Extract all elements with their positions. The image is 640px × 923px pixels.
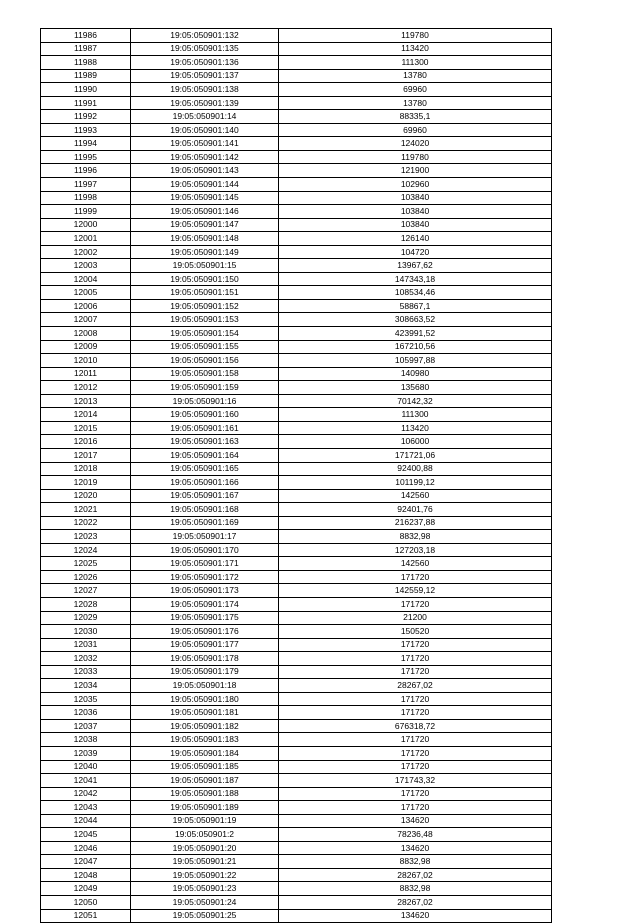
row-number-cell: 12047 (41, 855, 131, 869)
table-body (41, 29, 552, 923)
row-number-cell: 12027 (41, 584, 131, 598)
cadastral-number-cell: 19:05:050901:170 (131, 543, 279, 557)
table-row (41, 692, 552, 706)
value-cell: 171720 (279, 597, 552, 611)
cadastral-number-cell: 19:05:050901:167 (131, 489, 279, 503)
row-number-cell: 12030 (41, 625, 131, 639)
value-cell: 106000 (279, 435, 552, 449)
cadastral-number-cell: 19:05:050901:181 (131, 706, 279, 720)
table-row (41, 150, 552, 164)
value-cell: 134620 (279, 909, 552, 923)
value-cell: 113420 (279, 42, 552, 56)
cadastral-number-cell: 19:05:050901:168 (131, 503, 279, 517)
cadastral-number-cell: 19:05:050901:156 (131, 354, 279, 368)
cadastral-number-cell: 19:05:050901:165 (131, 462, 279, 476)
table-row (41, 56, 552, 70)
cadastral-number-cell: 19:05:050901:25 (131, 909, 279, 923)
value-cell: 142560 (279, 489, 552, 503)
table-row (41, 272, 552, 286)
row-number-cell: 11987 (41, 42, 131, 56)
table-row (41, 123, 552, 137)
table-row (41, 205, 552, 219)
row-number-cell: 12034 (41, 679, 131, 693)
table-row (41, 110, 552, 124)
value-cell: 308663,52 (279, 313, 552, 327)
cadastral-number-cell: 19:05:050901:160 (131, 408, 279, 422)
table-row (41, 367, 552, 381)
cadastral-number-cell: 19:05:050901:137 (131, 69, 279, 83)
cadastral-number-cell: 19:05:050901:136 (131, 56, 279, 70)
row-number-cell: 12015 (41, 421, 131, 435)
row-number-cell: 11999 (41, 205, 131, 219)
table-row (41, 394, 552, 408)
value-cell: 111300 (279, 408, 552, 422)
cadastral-number-cell: 19:05:050901:2 (131, 828, 279, 842)
cadastral-number-cell: 19:05:050901:149 (131, 245, 279, 259)
cadastral-number-cell: 19:05:050901:23 (131, 882, 279, 896)
table-row (41, 665, 552, 679)
table-row (41, 868, 552, 882)
cadastral-number-cell: 19:05:050901:153 (131, 313, 279, 327)
table-row (41, 178, 552, 192)
cadastral-number-cell: 19:05:050901:174 (131, 597, 279, 611)
value-cell: 124020 (279, 137, 552, 151)
row-number-cell: 12005 (41, 286, 131, 300)
row-number-cell: 11989 (41, 69, 131, 83)
value-cell: 142559,12 (279, 584, 552, 598)
cadastral-number-cell: 19:05:050901:144 (131, 178, 279, 192)
table-row (41, 530, 552, 544)
cadastral-number-cell: 19:05:050901:15 (131, 259, 279, 273)
row-number-cell: 12038 (41, 733, 131, 747)
cadastral-number-cell: 19:05:050901:19 (131, 814, 279, 828)
row-number-cell: 12044 (41, 814, 131, 828)
cadastral-number-cell: 19:05:050901:183 (131, 733, 279, 747)
cadastral-number-cell: 19:05:050901:145 (131, 191, 279, 205)
value-cell: 58867,1 (279, 299, 552, 313)
table-row (41, 814, 552, 828)
value-cell: 171720 (279, 801, 552, 815)
table-row (41, 96, 552, 110)
value-cell: 140980 (279, 367, 552, 381)
cadastral-number-cell: 19:05:050901:180 (131, 692, 279, 706)
value-cell: 119780 (279, 150, 552, 164)
row-number-cell: 11996 (41, 164, 131, 178)
table-row (41, 503, 552, 517)
value-cell: 104720 (279, 245, 552, 259)
row-number-cell: 12014 (41, 408, 131, 422)
value-cell: 8832,98 (279, 530, 552, 544)
cadastral-number-cell: 19:05:050901:155 (131, 340, 279, 354)
value-cell: 171720 (279, 746, 552, 760)
value-cell: 28267,02 (279, 679, 552, 693)
row-number-cell: 12035 (41, 692, 131, 706)
row-number-cell: 12028 (41, 597, 131, 611)
value-cell: 113420 (279, 421, 552, 435)
row-number-cell: 12012 (41, 381, 131, 395)
value-cell: 119780 (279, 29, 552, 43)
cadastral-number-cell: 19:05:050901:163 (131, 435, 279, 449)
row-number-cell: 12048 (41, 868, 131, 882)
value-cell: 69960 (279, 123, 552, 137)
row-number-cell: 12036 (41, 706, 131, 720)
value-cell: 13967,62 (279, 259, 552, 273)
cadastral-number-cell: 19:05:050901:147 (131, 218, 279, 232)
row-number-cell: 12010 (41, 354, 131, 368)
cadastral-number-cell: 19:05:050901:18 (131, 679, 279, 693)
cadastral-number-cell: 19:05:050901:176 (131, 625, 279, 639)
cadastral-number-cell: 19:05:050901:188 (131, 787, 279, 801)
value-cell: 135680 (279, 381, 552, 395)
value-cell: 171720 (279, 692, 552, 706)
table-row (41, 706, 552, 720)
table-row (41, 69, 552, 83)
row-number-cell: 12023 (41, 530, 131, 544)
table-row (41, 448, 552, 462)
table-row (41, 164, 552, 178)
cadastral-number-cell: 19:05:050901:171 (131, 557, 279, 571)
cadastral-number-cell: 19:05:050901:185 (131, 760, 279, 774)
value-cell: 78236,48 (279, 828, 552, 842)
value-cell: 70142,32 (279, 394, 552, 408)
table-row (41, 191, 552, 205)
table-row (41, 557, 552, 571)
value-cell: 88335,1 (279, 110, 552, 124)
table-row (41, 408, 552, 422)
value-cell: 676318,72 (279, 719, 552, 733)
row-number-cell: 12037 (41, 719, 131, 733)
table-row (41, 652, 552, 666)
table-row (41, 801, 552, 815)
row-number-cell: 12000 (41, 218, 131, 232)
row-number-cell: 12007 (41, 313, 131, 327)
table-row (41, 435, 552, 449)
cadastral-number-cell: 19:05:050901:138 (131, 83, 279, 97)
row-number-cell: 12004 (41, 272, 131, 286)
row-number-cell: 12032 (41, 652, 131, 666)
row-number-cell: 12040 (41, 760, 131, 774)
row-number-cell: 12006 (41, 299, 131, 313)
row-number-cell: 12001 (41, 232, 131, 246)
table-row (41, 354, 552, 368)
table-row (41, 638, 552, 652)
value-cell: 28267,02 (279, 868, 552, 882)
cadastral-number-cell: 19:05:050901:158 (131, 367, 279, 381)
row-number-cell: 12016 (41, 435, 131, 449)
cadastral-number-cell: 19:05:050901:22 (131, 868, 279, 882)
value-cell: 171721,06 (279, 448, 552, 462)
cadastral-number-cell: 19:05:050901:21 (131, 855, 279, 869)
cadastral-number-cell: 19:05:050901:17 (131, 530, 279, 544)
table-row (41, 232, 552, 246)
cadastral-number-cell: 19:05:050901:20 (131, 841, 279, 855)
table-row (41, 733, 552, 747)
table-row (41, 83, 552, 97)
row-number-cell: 12042 (41, 787, 131, 801)
row-number-cell: 12022 (41, 516, 131, 530)
row-number-cell: 11990 (41, 83, 131, 97)
row-number-cell: 11998 (41, 191, 131, 205)
cadastral-number-cell: 19:05:050901:140 (131, 123, 279, 137)
table-row (41, 719, 552, 733)
table-row (41, 760, 552, 774)
cadastral-number-cell: 19:05:050901:139 (131, 96, 279, 110)
row-number-cell: 12051 (41, 909, 131, 923)
table-row (41, 421, 552, 435)
value-cell: 92401,76 (279, 503, 552, 517)
table-row (41, 679, 552, 693)
row-number-cell: 12021 (41, 503, 131, 517)
table-row (41, 29, 552, 43)
value-cell: 150520 (279, 625, 552, 639)
table-row (41, 42, 552, 56)
row-number-cell: 12003 (41, 259, 131, 273)
value-cell: 171720 (279, 787, 552, 801)
table-row (41, 245, 552, 259)
value-cell: 423991,52 (279, 327, 552, 341)
cadastral-number-cell: 19:05:050901:166 (131, 476, 279, 490)
table-row (41, 570, 552, 584)
table-row (41, 286, 552, 300)
table-row (41, 381, 552, 395)
cadastral-number-cell: 19:05:050901:24 (131, 896, 279, 910)
cadastral-number-cell: 19:05:050901:182 (131, 719, 279, 733)
value-cell: 111300 (279, 56, 552, 70)
data-table (40, 28, 552, 923)
table-row (41, 774, 552, 788)
cadastral-number-cell: 19:05:050901:175 (131, 611, 279, 625)
value-cell: 142560 (279, 557, 552, 571)
value-cell: 134620 (279, 841, 552, 855)
table-row (41, 828, 552, 842)
value-cell: 101199,12 (279, 476, 552, 490)
cadastral-number-cell: 19:05:050901:146 (131, 205, 279, 219)
table-row (41, 476, 552, 490)
cadastral-number-cell: 19:05:050901:161 (131, 421, 279, 435)
value-cell: 103840 (279, 218, 552, 232)
cadastral-number-cell: 19:05:050901:179 (131, 665, 279, 679)
value-cell: 121900 (279, 164, 552, 178)
value-cell: 108534,46 (279, 286, 552, 300)
value-cell: 103840 (279, 205, 552, 219)
cadastral-number-cell: 19:05:050901:16 (131, 394, 279, 408)
value-cell: 102960 (279, 178, 552, 192)
table-row (41, 516, 552, 530)
cadastral-number-cell: 19:05:050901:177 (131, 638, 279, 652)
value-cell: 171743,32 (279, 774, 552, 788)
value-cell: 21200 (279, 611, 552, 625)
row-number-cell: 11986 (41, 29, 131, 43)
value-cell: 126140 (279, 232, 552, 246)
row-number-cell: 11995 (41, 150, 131, 164)
value-cell: 171720 (279, 638, 552, 652)
row-number-cell: 12025 (41, 557, 131, 571)
row-number-cell: 12002 (41, 245, 131, 259)
value-cell: 8832,98 (279, 882, 552, 896)
value-cell: 167210,56 (279, 340, 552, 354)
row-number-cell: 12020 (41, 489, 131, 503)
value-cell: 127203,18 (279, 543, 552, 557)
table-row (41, 543, 552, 557)
table-row (41, 625, 552, 639)
row-number-cell: 12043 (41, 801, 131, 815)
cadastral-number-cell: 19:05:050901:164 (131, 448, 279, 462)
table-row (41, 787, 552, 801)
cadastral-number-cell: 19:05:050901:154 (131, 327, 279, 341)
row-number-cell: 12019 (41, 476, 131, 490)
table-row (41, 597, 552, 611)
row-number-cell: 11994 (41, 137, 131, 151)
row-number-cell: 11993 (41, 123, 131, 137)
table-row (41, 137, 552, 151)
value-cell: 105997,88 (279, 354, 552, 368)
row-number-cell: 12033 (41, 665, 131, 679)
row-number-cell: 12026 (41, 570, 131, 584)
value-cell: 171720 (279, 652, 552, 666)
value-cell: 171720 (279, 570, 552, 584)
value-cell: 13780 (279, 96, 552, 110)
row-number-cell: 12013 (41, 394, 131, 408)
row-number-cell: 12031 (41, 638, 131, 652)
row-number-cell: 12008 (41, 327, 131, 341)
table-row (41, 855, 552, 869)
value-cell: 171720 (279, 733, 552, 747)
row-number-cell: 11992 (41, 110, 131, 124)
cadastral-number-cell: 19:05:050901:141 (131, 137, 279, 151)
row-number-cell: 11991 (41, 96, 131, 110)
row-number-cell: 12018 (41, 462, 131, 476)
cadastral-number-cell: 19:05:050901:172 (131, 570, 279, 584)
table-row (41, 340, 552, 354)
row-number-cell: 12009 (41, 340, 131, 354)
row-number-cell: 12046 (41, 841, 131, 855)
row-number-cell: 12041 (41, 774, 131, 788)
table-row (41, 896, 552, 910)
table-row (41, 882, 552, 896)
value-cell: 28267,02 (279, 896, 552, 910)
cadastral-number-cell: 19:05:050901:148 (131, 232, 279, 246)
table-row (41, 313, 552, 327)
table-row (41, 584, 552, 598)
cadastral-number-cell: 19:05:050901:151 (131, 286, 279, 300)
row-number-cell: 12011 (41, 367, 131, 381)
table-row (41, 841, 552, 855)
table-row (41, 218, 552, 232)
table-row (41, 462, 552, 476)
value-cell: 171720 (279, 706, 552, 720)
table-row (41, 299, 552, 313)
cadastral-number-cell: 19:05:050901:187 (131, 774, 279, 788)
row-number-cell: 12024 (41, 543, 131, 557)
table-row (41, 489, 552, 503)
value-cell: 69960 (279, 83, 552, 97)
row-number-cell: 12045 (41, 828, 131, 842)
cadastral-number-cell: 19:05:050901:173 (131, 584, 279, 598)
cadastral-number-cell: 19:05:050901:142 (131, 150, 279, 164)
cadastral-number-cell: 19:05:050901:169 (131, 516, 279, 530)
cadastral-number-cell: 19:05:050901:14 (131, 110, 279, 124)
value-cell: 171720 (279, 760, 552, 774)
value-cell: 147343,18 (279, 272, 552, 286)
row-number-cell: 12049 (41, 882, 131, 896)
cadastral-number-cell: 19:05:050901:152 (131, 299, 279, 313)
cadastral-number-cell: 19:05:050901:135 (131, 42, 279, 56)
table-row (41, 746, 552, 760)
row-number-cell: 12017 (41, 448, 131, 462)
cadastral-number-cell: 19:05:050901:143 (131, 164, 279, 178)
value-cell: 92400,88 (279, 462, 552, 476)
value-cell: 13780 (279, 69, 552, 83)
cadastral-number-cell: 19:05:050901:178 (131, 652, 279, 666)
table-row (41, 611, 552, 625)
value-cell: 8832,98 (279, 855, 552, 869)
cadastral-number-cell: 19:05:050901:150 (131, 272, 279, 286)
row-number-cell: 11997 (41, 178, 131, 192)
value-cell: 134620 (279, 814, 552, 828)
cadastral-number-cell: 19:05:050901:159 (131, 381, 279, 395)
table-row (41, 909, 552, 923)
value-cell: 171720 (279, 665, 552, 679)
cadastral-number-cell: 19:05:050901:132 (131, 29, 279, 43)
value-cell: 216237,88 (279, 516, 552, 530)
table-row (41, 259, 552, 273)
table-row (41, 327, 552, 341)
value-cell: 103840 (279, 191, 552, 205)
row-number-cell: 11988 (41, 56, 131, 70)
row-number-cell: 12029 (41, 611, 131, 625)
row-number-cell: 12050 (41, 896, 131, 910)
cadastral-number-cell: 19:05:050901:189 (131, 801, 279, 815)
cadastral-number-cell: 19:05:050901:184 (131, 746, 279, 760)
row-number-cell: 12039 (41, 746, 131, 760)
